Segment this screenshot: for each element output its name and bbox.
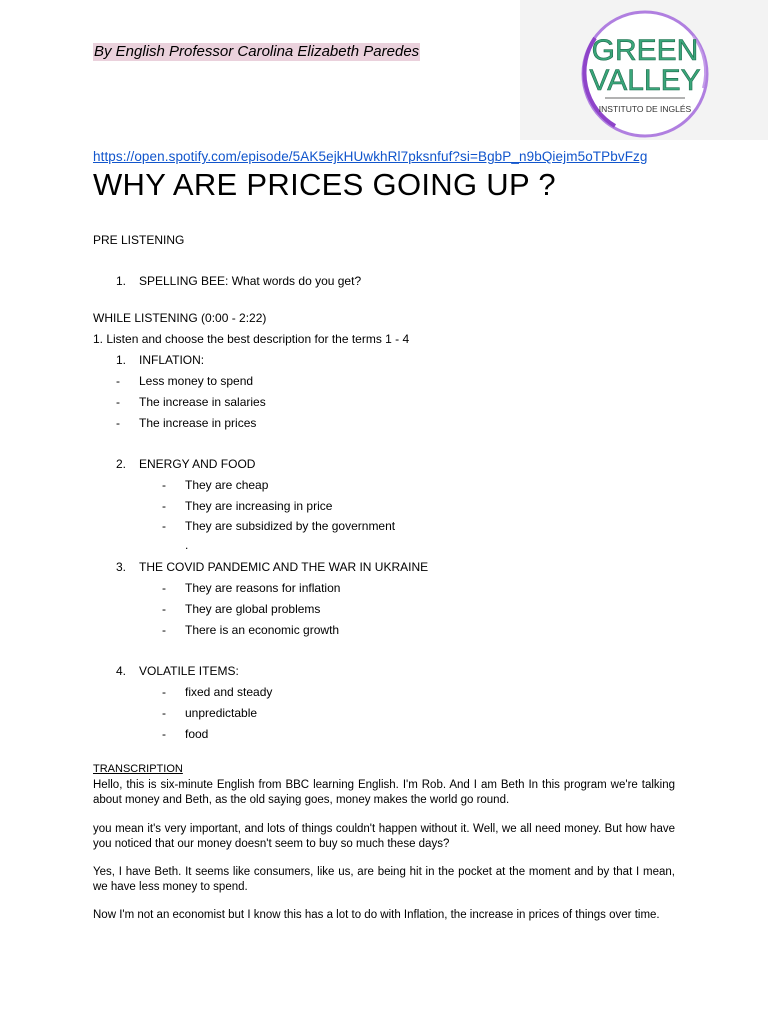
- pre-listening-heading: PRE LISTENING: [93, 233, 185, 247]
- logo-line1: GREEN: [591, 34, 699, 67]
- logo-subtitle: INSTITUTO DE INGLÉS: [598, 104, 692, 114]
- list-dash: -: [162, 623, 166, 637]
- question-3-term: THE COVID PANDEMIC AND THE WAR IN UKRAINE: [139, 560, 429, 574]
- question-4-option-3: food: [185, 727, 209, 741]
- logo-line2: VALLEY: [589, 64, 701, 97]
- question-4-term: VOLATILE ITEMS:: [139, 664, 239, 678]
- question-4-number: 4.: [116, 664, 127, 678]
- list-dash: -: [162, 478, 166, 492]
- question-3-option-3: There is an economic growth: [185, 623, 340, 637]
- spotify-episode-link[interactable]: https://open.spotify.com/episode/5AK5ejkHUwkhRl7pksnfuf?si=BgbP_n9bQiejm5oTPbvFzg: [93, 149, 648, 164]
- question-2-term: ENERGY AND FOOD: [139, 457, 256, 471]
- stray-period: .: [185, 538, 189, 552]
- author-byline: By English Professor Carolina Elizabeth Paredes: [94, 43, 420, 60]
- question-2-option-2: They are increasing in price: [185, 499, 333, 513]
- while-listening-heading: WHILE LISTENING (0:00 - 2:22): [93, 311, 267, 325]
- transcription-paragraph-3: Yes, I have Beth. It seems like consumers, like us, are being hit in the pocket at the moment and by that I mean, we have less money to spend.: [93, 866, 675, 893]
- question-1-option-3: The increase in prices: [139, 416, 257, 430]
- question-3-option-2: They are global problems: [185, 602, 321, 616]
- question-2-number: 2.: [116, 457, 127, 471]
- list-dash: -: [162, 685, 166, 699]
- transcription-paragraph-2: you mean it's very important, and lots of things couldn't happen without it. Well, we all need money. But how have you noticed that our money doesn't seem to buy so much these days?: [93, 823, 675, 850]
- question-3-number: 3.: [116, 560, 127, 574]
- question-1-option-2: The increase in salaries: [139, 395, 266, 409]
- question-4-option-1: fixed and steady: [185, 685, 273, 699]
- question-3-option-1: They are reasons for inflation: [185, 581, 341, 595]
- while-listening-instruction: 1. Listen and choose the best description for the terms 1 - 4: [93, 332, 410, 346]
- transcription-paragraph-1: Hello, this is six-minute English from BBC learning English. I'm Rob. And I am Beth In this program we're talking about money and Beth, as the old saying goes, money makes the world go round.: [93, 779, 675, 806]
- logo-badge-icon: [575, 8, 715, 140]
- green-valley-logo: [520, 0, 768, 140]
- question-1-number: 1.: [116, 353, 127, 367]
- page-title: WHY ARE PRICES GOING UP ?: [93, 167, 556, 202]
- list-dash: -: [162, 602, 166, 616]
- list-dash: -: [116, 374, 120, 388]
- question-1-option-1: Less money to spend: [139, 374, 254, 388]
- pre-listening-item: SPELLING BEE: What words do you get?: [139, 274, 362, 288]
- question-1-term: INFLATION:: [139, 353, 205, 367]
- list-dash: -: [162, 499, 166, 513]
- question-4-option-2: unpredictable: [185, 706, 258, 720]
- list-dash: -: [116, 416, 120, 430]
- question-2-option-3: They are subsidized by the government: [185, 519, 396, 533]
- transcription-paragraph-4: Now I'm not an economist but I know this has a lot to do with Inflation, the increase in prices of things over time.: [93, 909, 660, 921]
- list-dash: -: [162, 581, 166, 595]
- list-dash: -: [162, 706, 166, 720]
- list-dash: -: [162, 519, 166, 533]
- pre-listening-item-number: 1.: [116, 274, 127, 288]
- list-dash: -: [116, 395, 120, 409]
- list-dash: -: [162, 727, 166, 741]
- transcription-heading: TRANSCRIPTION: [93, 763, 183, 775]
- question-2-option-1: They are cheap: [185, 478, 269, 492]
